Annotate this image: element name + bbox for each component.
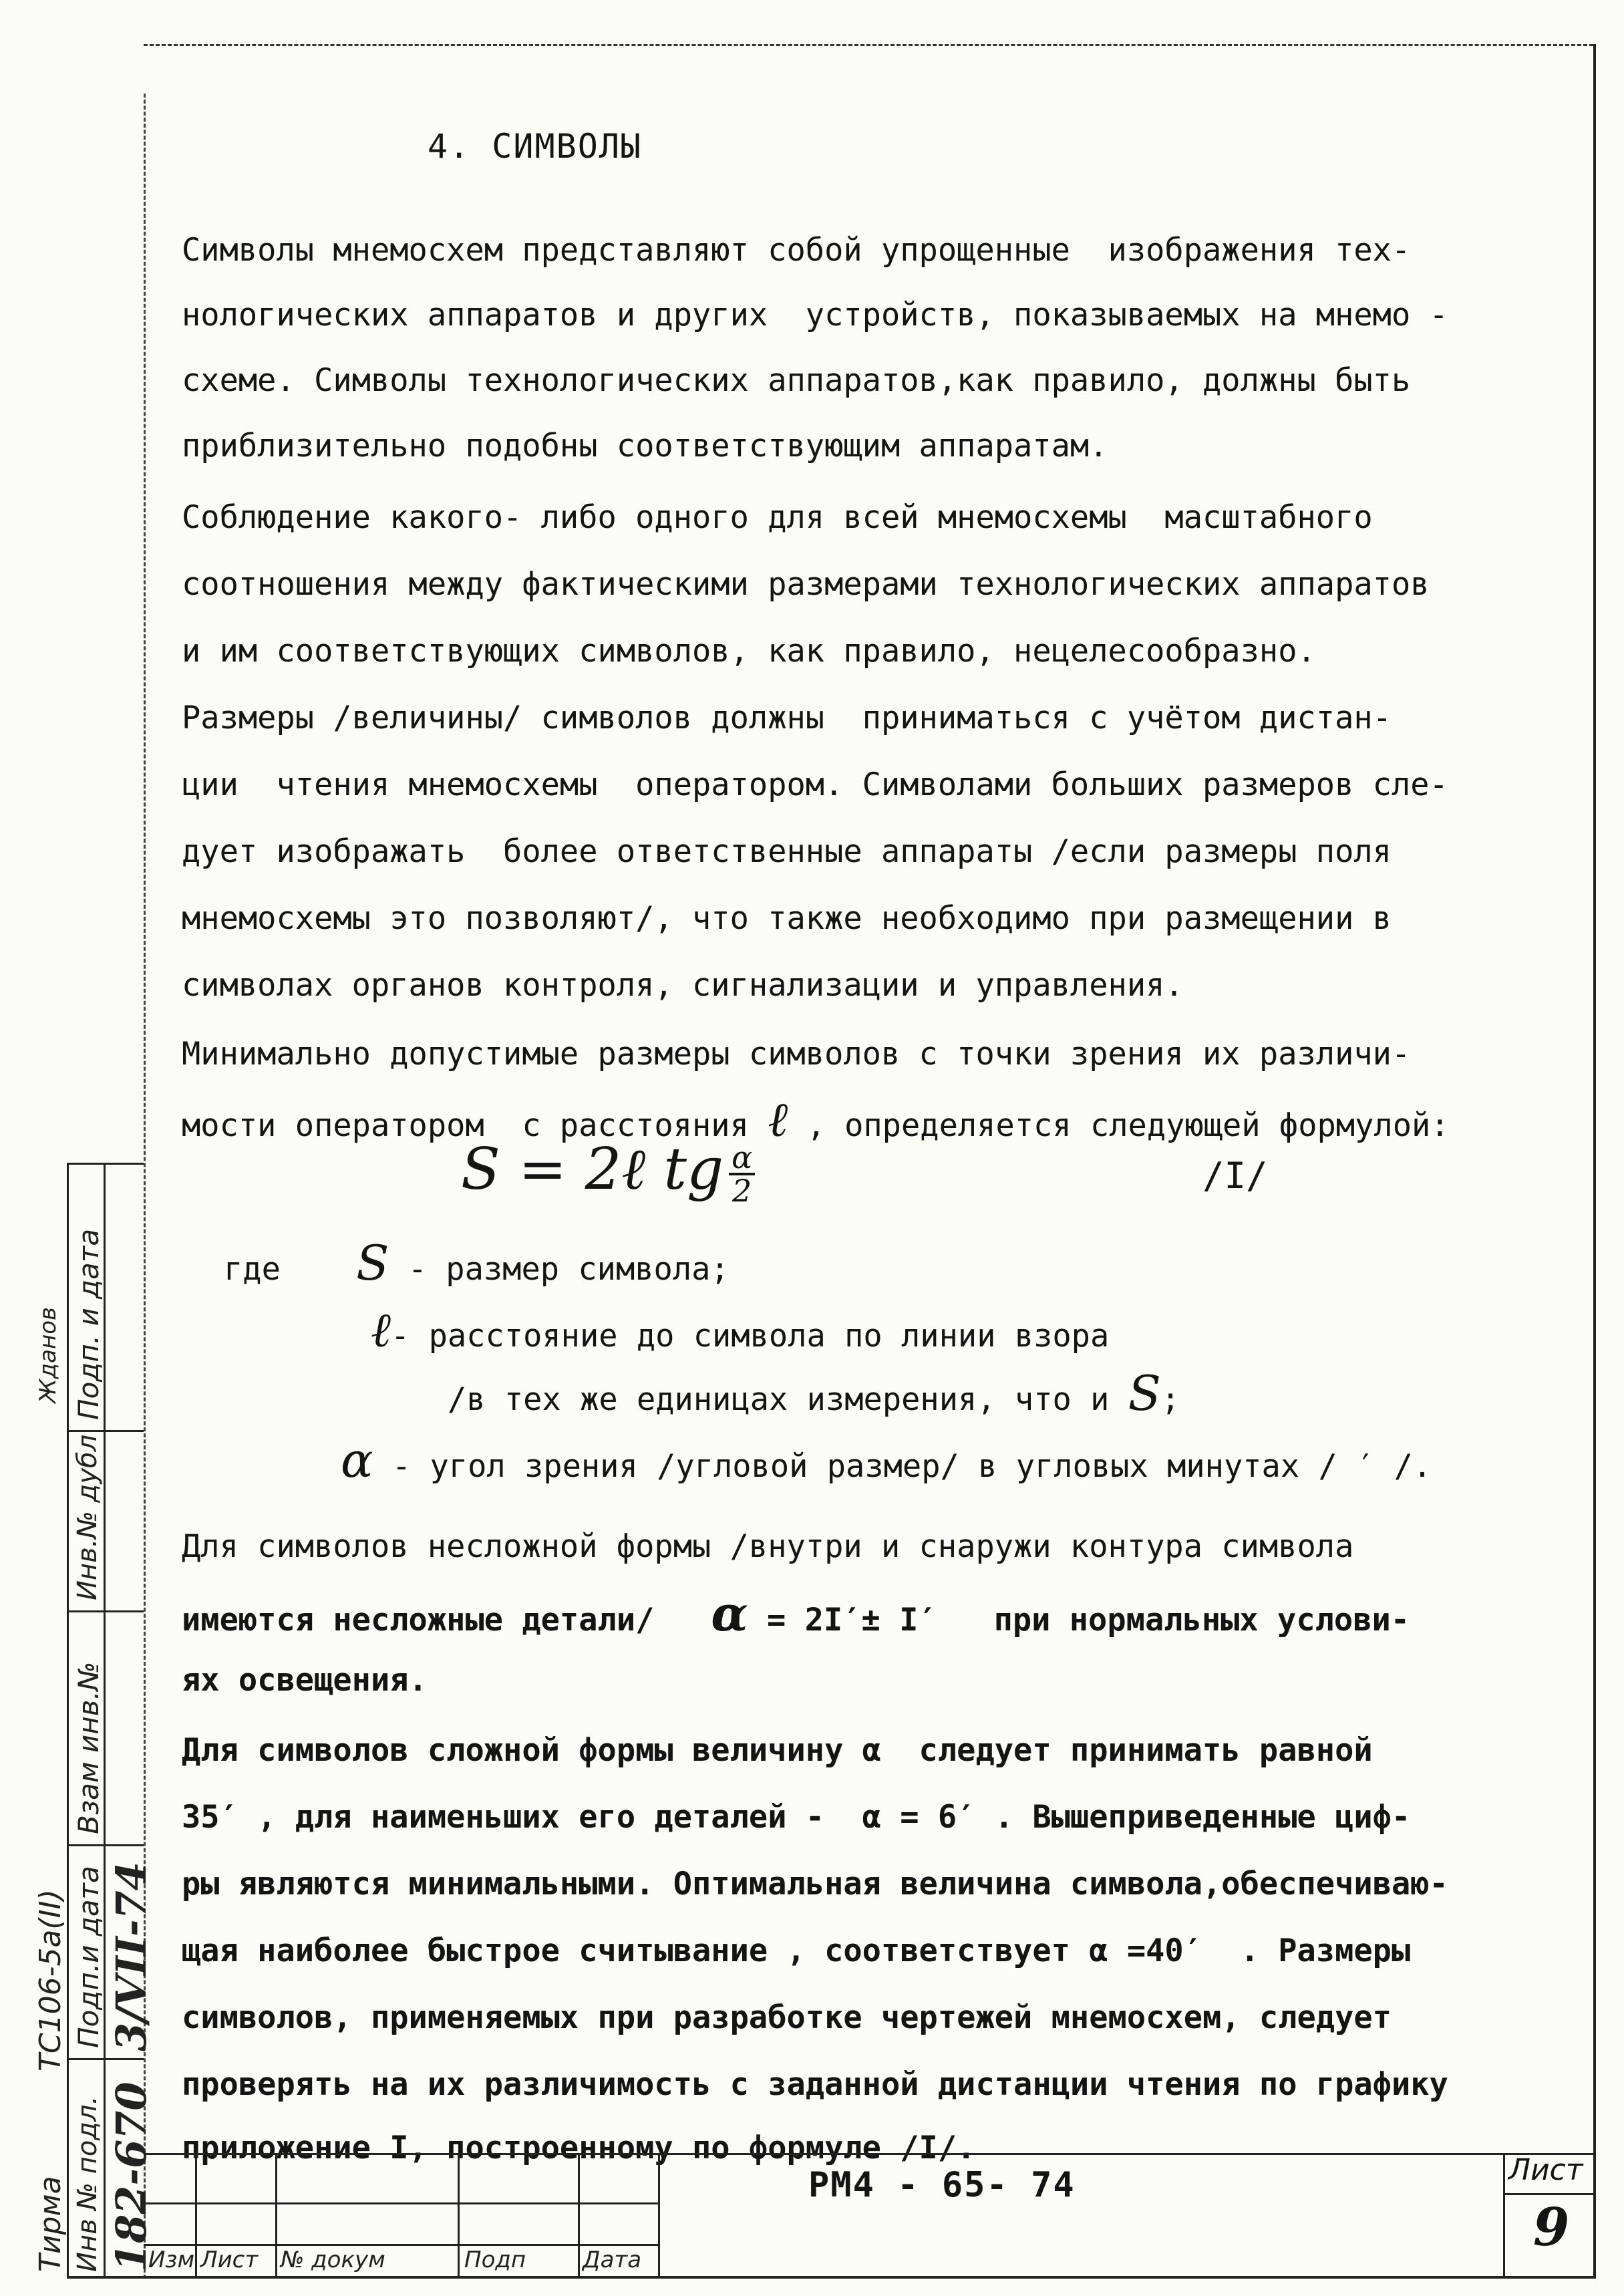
fraction-denominator: 2 (732, 1172, 752, 1209)
stamp-line (67, 1163, 69, 2276)
text-line: символах органов контроля, сигнализации и управления. (182, 967, 1184, 1004)
text-line: проверять на их различимость с заданной дистанции чтения по графику (182, 2066, 1448, 2103)
text-line: Соблюдение какого- либо одного для всей мнемосхемы масштабного (182, 499, 1373, 536)
col-doc-label: № докум (281, 2247, 385, 2273)
text-line: нологических аппаратов и других устройств, показываемых на мнемо - (182, 297, 1448, 333)
document-code: РМ4 - 65- 74 (808, 2165, 1076, 2205)
title-block-col (458, 2153, 460, 2276)
side-code: ТС106-5а(II) (33, 1889, 67, 2071)
vzam-label: Взам инв.№ (72, 1661, 105, 1834)
symbol-l: ℓ (768, 1091, 788, 1147)
text-fragment: имеются несложные детали/ (182, 1602, 711, 1638)
text-fragment: мости оператором с расстояния (182, 1107, 768, 1144)
title-block-mid-line (144, 2202, 658, 2204)
title-block-row-line (144, 2244, 658, 2246)
col-date-label: Дата (583, 2247, 642, 2273)
podp-data-label: Подп.и дата (72, 1866, 105, 2048)
sheet-number: 9 (1533, 2197, 1570, 2258)
formula-number: /I/ (1202, 1155, 1268, 1197)
text-line (182, 1585, 1410, 1642)
title-block-top-line (144, 2153, 1593, 2155)
stamp-line (67, 1844, 144, 1846)
legend-text: ; (1161, 1381, 1180, 1418)
symbol-alpha: α (711, 1585, 748, 1642)
text-line: Для символов сложной формы величину α следует принимать равной (182, 1732, 1373, 1769)
stamp-line (67, 1163, 144, 1165)
text-line: щая наиболее быстрое считывание , соответствует α =40′ . Размеры (182, 1932, 1411, 1969)
text-fragment: , определяется следующей формулой: (788, 1107, 1450, 1144)
col-izm-label: Изм (148, 2247, 195, 2273)
text-line: Размеры /величины/ символов должны приниматься с учётом дистан- (182, 700, 1392, 736)
text-line: 35′ , для наименьших его деталей - α = 6′ . Вышеприведенные циф- (182, 1799, 1411, 1836)
frame-bottom-border (67, 2276, 1596, 2279)
text-line: приблизительно подобны соответствующим аппаратам. (182, 428, 1108, 464)
page-title: 4. СИМВОЛЫ (428, 127, 643, 166)
text-line: Символы мнемосхем представляют собой упрощенные изображения тех- (182, 232, 1411, 269)
symbol-alpha: α (341, 1432, 373, 1488)
frame-top-border (144, 44, 1593, 46)
sheet-cell-line (1503, 2193, 1593, 2195)
legend-text: - расстояние до символа по линии взора (391, 1318, 1110, 1354)
podp-data-label: Подп. и дата (72, 1228, 105, 1420)
legend-row-l (371, 1302, 1110, 1358)
legend-row-l2 (448, 1365, 1180, 1421)
text-fragment: = 2I′± I′ при нормальных услови- (748, 1602, 1410, 1638)
legend-where: где (224, 1251, 281, 1288)
text-line: и им соответствующих символов, как правило, нецелесообразно. (182, 633, 1316, 670)
signature-note: Жданов (35, 1306, 61, 1403)
text-line: соотношения между фактическими размерами технологических аппаратов (182, 566, 1430, 603)
formula-fraction (729, 1139, 755, 1209)
sheet-label: Лист (1508, 2153, 1583, 2187)
text-line: приложение I, построенному по формуле /I/. (182, 2130, 976, 2166)
side-word: Тирма (33, 2176, 67, 2272)
signature-date: 3/VII-74 (107, 1862, 156, 2051)
text-line (182, 1091, 1450, 1147)
legend-row-s (224, 1235, 729, 1291)
symbol-l: ℓ (371, 1302, 391, 1358)
legend-text: - размер символа; (389, 1251, 729, 1288)
title-block-col (195, 2153, 197, 2276)
text-line: ры являются минимальными. Оптимальная величина символа,обеспечиваю- (182, 1866, 1448, 1902)
text-line: мнемосхемы это позволяют/, что также необходимо при размещении в (182, 900, 1392, 937)
fraction-numerator: α (729, 1142, 755, 1175)
title-block-col (1503, 2153, 1505, 2276)
symbol-s: S (1128, 1365, 1161, 1421)
title-block-col (578, 2153, 580, 2276)
legend-text: /в тех же единицах измерения, что и (448, 1381, 1128, 1418)
col-list-label: Лист (200, 2247, 259, 2273)
title-block-col (658, 2153, 660, 2276)
legend-text: - угол зрения /угловой размер/ в угловых минутах / ′ /. (373, 1448, 1432, 1485)
text-line: Для символов несложной формы /внутри и снаружи контура символа (182, 1528, 1354, 1565)
text-line: ции чтения мнемосхемы оператором. Символами больших размеров сле- (182, 766, 1448, 803)
text-line: дует изображать более ответственные аппараты /если размеры поля (182, 833, 1392, 870)
text-line: схеме. Символы технологических аппаратов,как правило, должны быть (182, 362, 1411, 399)
title-block-col (275, 2153, 277, 2276)
stamp-line (67, 1430, 144, 1432)
inv-podl-label: Инв № подл. (72, 2096, 103, 2272)
stamp-line (67, 2058, 144, 2060)
text-line: символов, применяемых при разработке чертежей мнемосхем, следует (182, 1999, 1392, 2036)
frame-right-border (1593, 44, 1596, 2276)
col-podp-label: Подп (464, 2247, 526, 2273)
text-line: ях освещения. (182, 1662, 428, 1699)
formula-main: S = 2ℓ tg (461, 1136, 724, 1203)
inv-podl-number: 182-670 (107, 2082, 156, 2272)
inv-dubl-label: Инв.№ дубл (72, 1434, 103, 1600)
stamp-line (67, 1610, 144, 1612)
symbol-s: S (356, 1235, 389, 1291)
formula (461, 1136, 755, 1209)
text-line: Минимально допустимые размеры символов с точки зрения их различи- (182, 1036, 1411, 1072)
legend-row-a (341, 1432, 1432, 1488)
